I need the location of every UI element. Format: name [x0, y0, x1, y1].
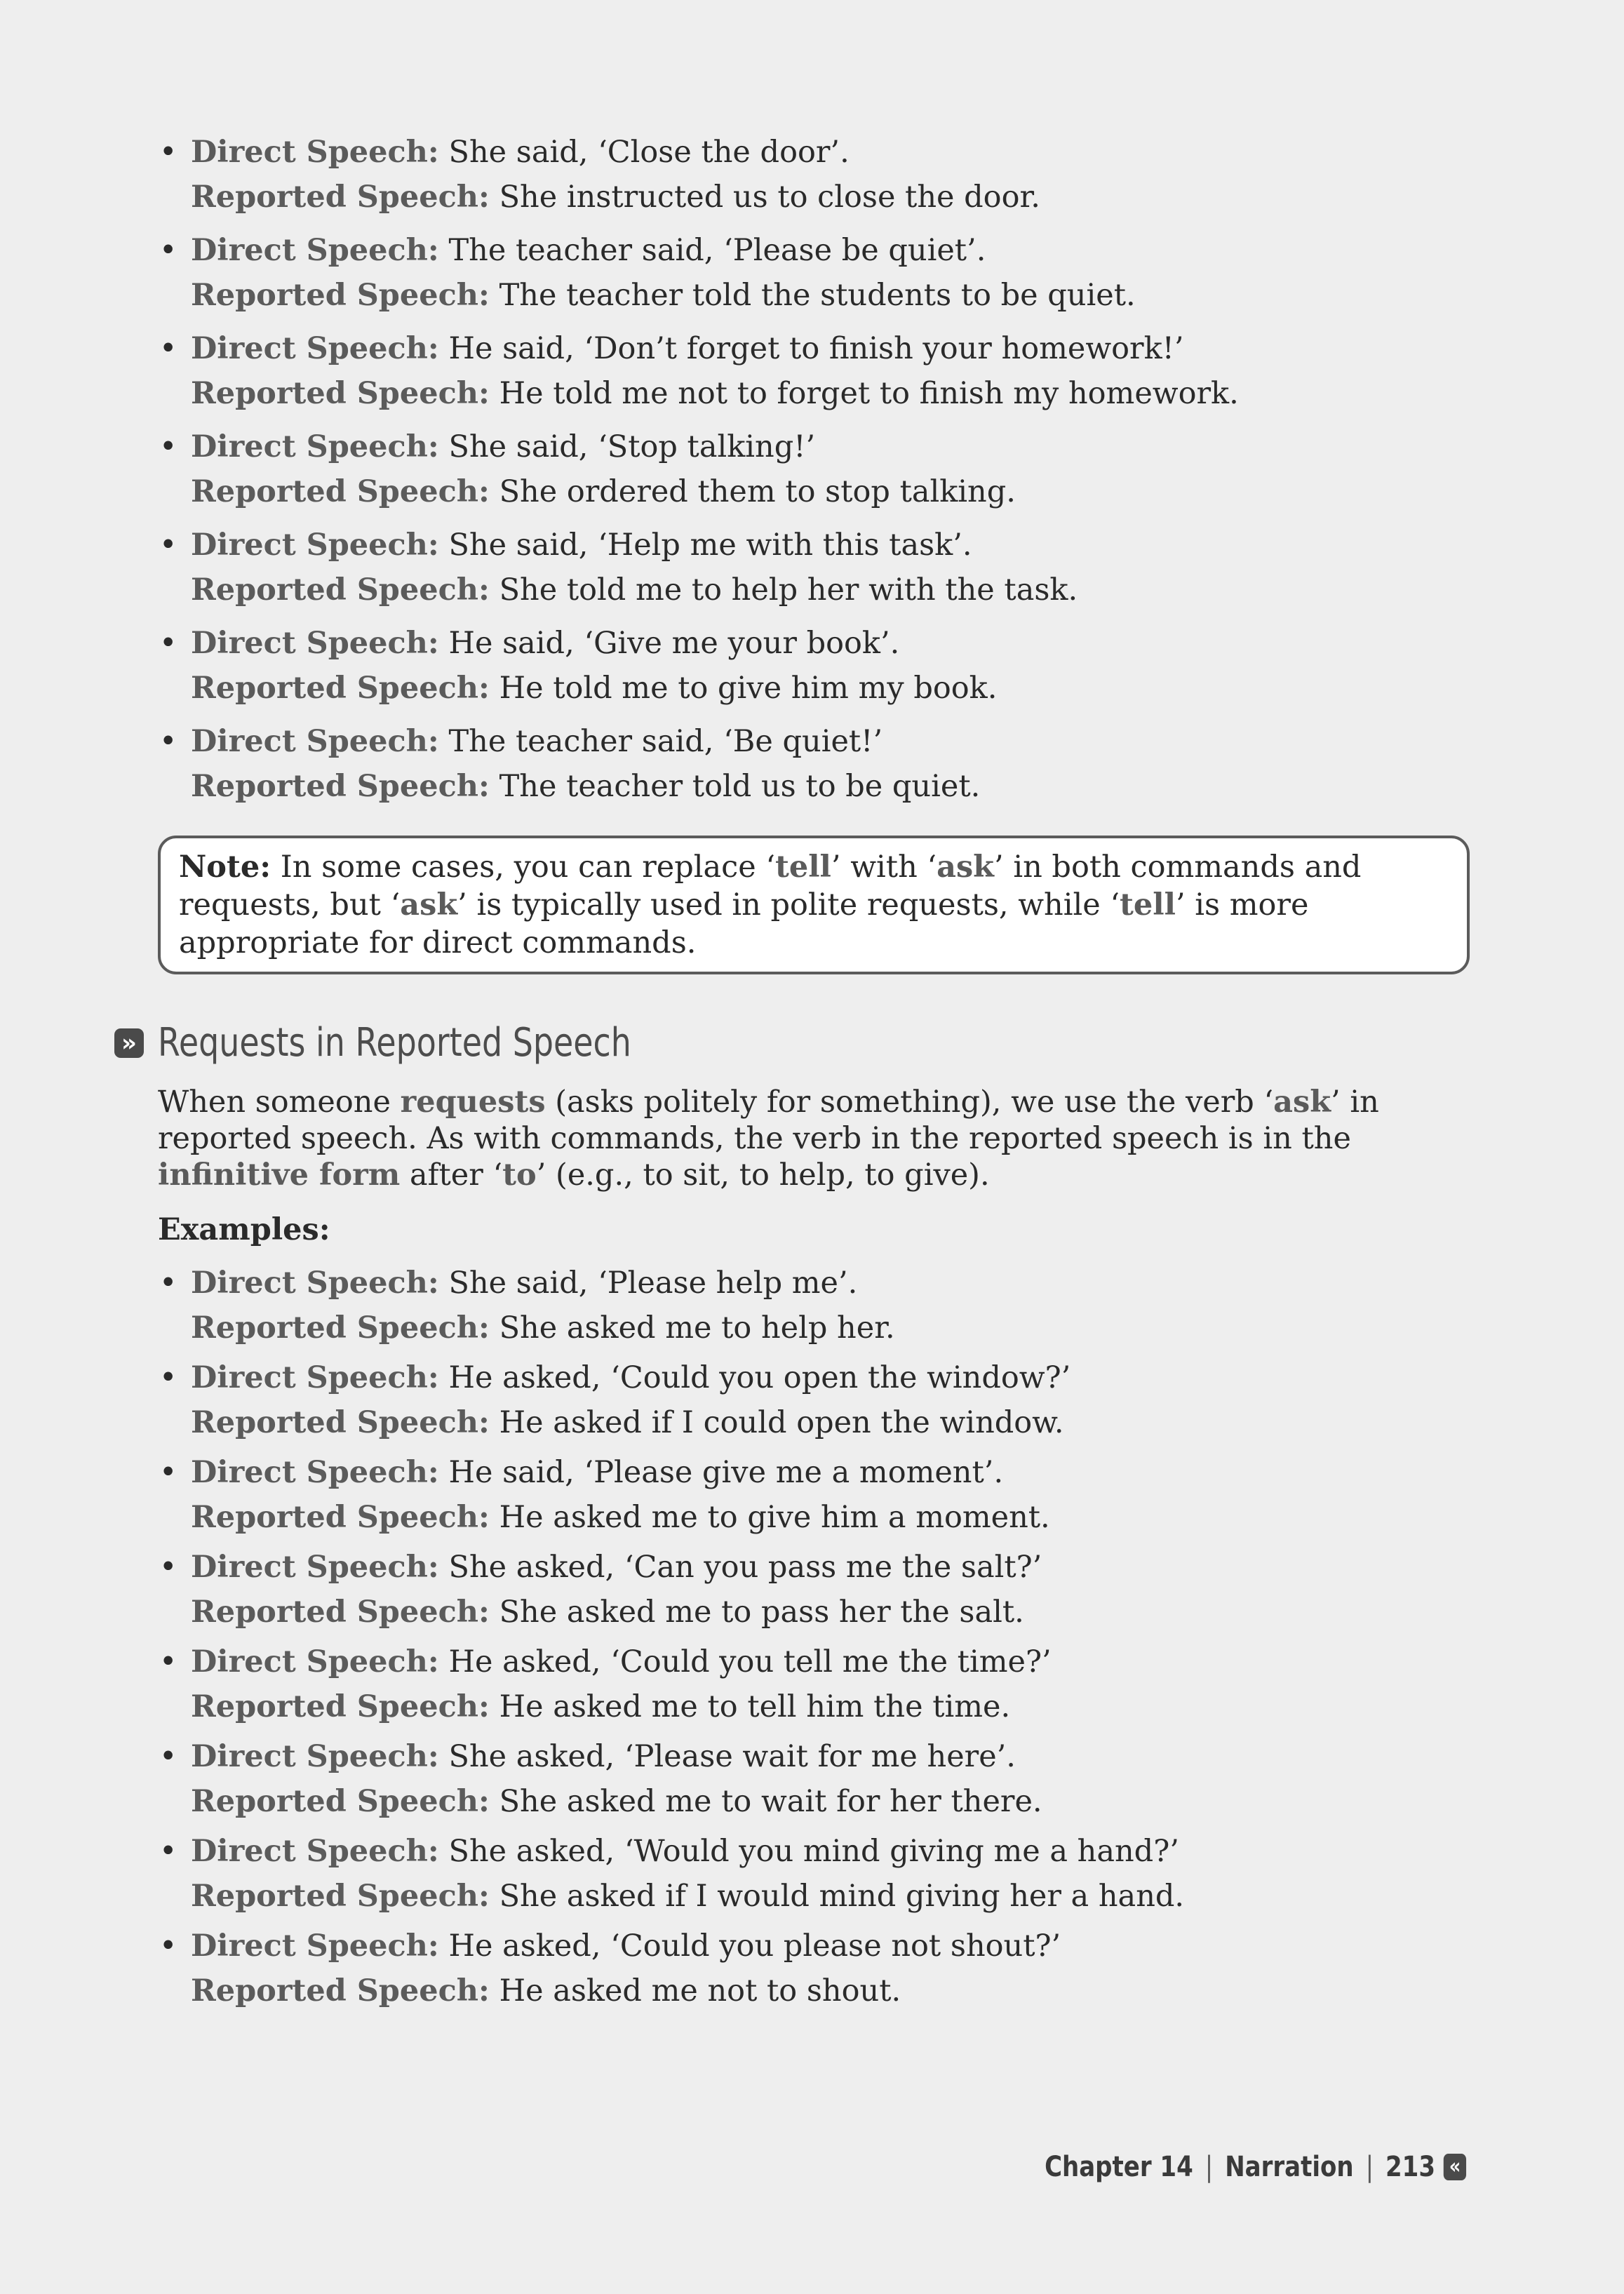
direct-speech-line	[191, 1355, 1470, 1400]
reported-speech-line	[191, 371, 1470, 416]
list-item	[158, 719, 1470, 809]
direct-speech-label: Direct Speech:	[191, 233, 439, 268]
footer-title: Narration	[1225, 2151, 1354, 2183]
reported-speech-label: Reported Speech:	[191, 1879, 490, 1914]
reported-speech-line	[191, 1495, 1470, 1540]
paragraph-text: ’ in reported speech. As with commands, the verb in the reported speech is in the	[158, 1085, 1379, 1156]
bullet: •	[159, 1929, 177, 1964]
direct-speech-line	[191, 1545, 1470, 1590]
reported-speech-text: She ordered them to stop talking.	[489, 474, 1016, 509]
direct-speech-label: Direct Speech:	[191, 1929, 439, 1964]
reported-speech-line	[191, 1968, 1470, 2013]
reported-speech-text: She instructed us to close the door.	[489, 180, 1040, 215]
direct-speech-label: Direct Speech:	[191, 429, 439, 464]
list-item	[158, 1545, 1470, 1635]
direct-speech-text: She said, ‘Close the door’.	[438, 135, 850, 170]
bullet: •	[159, 429, 177, 464]
direct-speech-line	[191, 523, 1470, 568]
paragraph-keyword: infinitive form	[158, 1158, 401, 1193]
reported-speech-line	[191, 175, 1470, 220]
reported-speech-text: She asked if I would mind giving her a hand.	[489, 1879, 1185, 1914]
direct-speech-line	[191, 1261, 1470, 1306]
direct-speech-line	[191, 1829, 1470, 1874]
direct-speech-label: Direct Speech:	[191, 528, 439, 563]
reported-speech-text: She asked me to pass her the salt.	[489, 1595, 1024, 1630]
direct-speech-line	[191, 130, 1470, 175]
reported-speech-line	[191, 1306, 1470, 1350]
bullet: •	[159, 724, 177, 759]
reported-speech-label: Reported Speech:	[191, 1310, 490, 1346]
bullet: •	[159, 1360, 177, 1395]
command-examples-list	[158, 130, 1470, 809]
page-number: 213	[1385, 2151, 1435, 2183]
paragraph-keyword: to	[502, 1158, 537, 1193]
note-text: ’ is more appropriate for direct commands.	[179, 887, 1309, 960]
note-keyword: ask	[937, 850, 994, 885]
bullet: •	[159, 331, 177, 366]
direct-speech-label: Direct Speech:	[191, 1360, 439, 1395]
reported-speech-label: Reported Speech:	[191, 1689, 490, 1724]
reported-speech-label: Reported Speech:	[191, 376, 490, 411]
footer-separator: |	[1204, 2151, 1214, 2183]
list-item	[158, 1639, 1470, 1729]
direct-speech-text: She asked, ‘Would you mind giving me a hand?’	[438, 1834, 1179, 1869]
paragraph-text: When someone	[158, 1085, 401, 1120]
reported-speech-line	[191, 1590, 1470, 1635]
direct-speech-label: Direct Speech:	[191, 331, 439, 366]
direct-speech-text: He asked, ‘Could you tell me the time?’	[438, 1644, 1052, 1679]
reported-speech-label: Reported Speech:	[191, 1405, 490, 1440]
bullet: •	[159, 626, 177, 661]
reported-speech-text: She told me to help her with the task.	[489, 572, 1078, 608]
reported-speech-line	[191, 568, 1470, 612]
reported-speech-label: Reported Speech:	[191, 180, 490, 215]
reported-speech-text: The teacher told the students to be quiet.	[489, 278, 1136, 313]
note-text: In some cases, you can replace ‘	[271, 850, 775, 885]
bullet: •	[159, 1266, 177, 1301]
direct-speech-label: Direct Speech:	[191, 135, 439, 170]
paragraph-text: (asks politely for something), we use the verb ‘	[545, 1085, 1274, 1120]
section-title: Requests in Reported Speech	[158, 1020, 631, 1066]
direct-speech-line	[191, 228, 1470, 273]
reported-speech-line	[191, 1874, 1470, 1919]
note-keyword: tell	[1120, 887, 1176, 923]
reported-speech-label: Reported Speech:	[191, 1973, 490, 2008]
bullet: •	[159, 1739, 177, 1774]
bullet: •	[159, 135, 177, 170]
list-item	[158, 1355, 1470, 1445]
reported-speech-line	[191, 1400, 1470, 1445]
direct-speech-text: The teacher said, ‘Please be quiet’.	[438, 233, 986, 268]
reported-speech-text: He asked me not to shout.	[489, 1973, 901, 2008]
list-item	[158, 228, 1470, 318]
list-item	[158, 424, 1470, 514]
reported-speech-label: Reported Speech:	[191, 671, 490, 706]
bullet: •	[159, 1455, 177, 1490]
direct-speech-label: Direct Speech:	[191, 724, 439, 759]
bullet: •	[159, 1834, 177, 1869]
reported-speech-line	[191, 273, 1470, 318]
reported-speech-text: She asked me to help her.	[489, 1310, 895, 1346]
direct-speech-line	[191, 1734, 1470, 1779]
direct-speech-line	[191, 719, 1470, 764]
reported-speech-label: Reported Speech:	[191, 1595, 490, 1630]
footer-chapter: Chapter 14	[1044, 2151, 1193, 2183]
list-item	[158, 523, 1470, 612]
direct-speech-label: Direct Speech:	[191, 1739, 439, 1774]
section-paragraph	[158, 1084, 1470, 1193]
direct-speech-line	[191, 621, 1470, 666]
page-content	[121, 130, 1470, 2018]
direct-speech-text: She asked, ‘Can you pass me the salt?’	[438, 1550, 1042, 1585]
note-keyword: tell	[775, 850, 831, 885]
direct-speech-text: She said, ‘Stop talking!’	[438, 429, 816, 464]
direct-speech-label: Direct Speech:	[191, 1550, 439, 1585]
list-item	[158, 1829, 1470, 1919]
list-item	[158, 621, 1470, 711]
note-text: ’ is typically used in polite requests, while ‘	[457, 887, 1120, 923]
direct-speech-text: He said, ‘Please give me a moment’.	[438, 1455, 1004, 1490]
reported-speech-text: He asked me to give him a moment.	[489, 1500, 1050, 1535]
page-footer	[1045, 2151, 1466, 2183]
reported-speech-text: He asked if I could open the window.	[489, 1405, 1064, 1440]
note-box	[158, 836, 1470, 974]
note-keyword: ask	[400, 887, 458, 923]
direct-speech-line	[191, 424, 1470, 469]
bullet: •	[159, 233, 177, 268]
list-item	[158, 326, 1470, 416]
paragraph-keyword: requests	[400, 1085, 546, 1120]
direct-speech-line	[191, 1639, 1470, 1684]
paragraph-text: ’ (e.g., to sit, to help, to give).	[536, 1158, 990, 1193]
reported-speech-label: Reported Speech:	[191, 769, 490, 804]
direct-speech-text: She said, ‘Help me with this task’.	[438, 528, 972, 563]
direct-speech-line	[191, 1450, 1470, 1495]
reported-speech-text: He told me to give him my book.	[489, 671, 998, 706]
direct-speech-text: The teacher said, ‘Be quiet!’	[438, 724, 883, 759]
direct-speech-text: She said, ‘Please help me’.	[438, 1266, 858, 1301]
reported-speech-label: Reported Speech:	[191, 278, 490, 313]
list-item	[158, 1261, 1470, 1350]
footer-separator: |	[1365, 2151, 1374, 2183]
direct-speech-label: Direct Speech:	[191, 1834, 439, 1869]
direct-speech-line	[191, 326, 1470, 371]
section-heading	[114, 1015, 1470, 1071]
reported-speech-label: Reported Speech:	[191, 474, 490, 509]
direct-speech-text: He said, ‘Give me your book’.	[438, 626, 900, 661]
list-item	[158, 1734, 1470, 1824]
list-item	[158, 130, 1470, 220]
direct-speech-label: Direct Speech:	[191, 1644, 439, 1679]
list-item	[158, 1450, 1470, 1540]
bullet: •	[159, 1644, 177, 1679]
double-chevron-right-icon: »	[114, 1028, 144, 1058]
bullet: •	[159, 528, 177, 563]
note-text: ’ in both commands and requests, but ‘	[179, 850, 1362, 923]
bullet: •	[159, 1550, 177, 1585]
reported-speech-text: He asked me to tell him the time.	[489, 1689, 1011, 1724]
reported-speech-label: Reported Speech:	[191, 572, 490, 608]
double-chevron-left-icon: «	[1444, 2154, 1466, 2180]
list-item	[158, 1924, 1470, 2013]
direct-speech-label: Direct Speech:	[191, 626, 439, 661]
direct-speech-text: He said, ‘Don’t forget to finish your homework!’	[438, 331, 1184, 366]
note-label: Note:	[179, 850, 271, 885]
direct-speech-label: Direct Speech:	[191, 1455, 439, 1490]
direct-speech-line	[191, 1924, 1470, 1968]
paragraph-keyword: ask	[1273, 1085, 1331, 1120]
reported-speech-text: He told me not to forget to finish my homework.	[489, 376, 1239, 411]
paragraph-text: after ‘	[400, 1158, 503, 1193]
reported-speech-text: The teacher told us to be quiet.	[489, 769, 981, 804]
reported-speech-line	[191, 1684, 1470, 1729]
examples-label: Examples:	[158, 1212, 330, 1247]
note-text: ’ with ‘	[831, 850, 937, 885]
reported-speech-line	[191, 666, 1470, 711]
direct-speech-text: He asked, ‘Could you open the window?’	[438, 1360, 1071, 1395]
direct-speech-label: Direct Speech:	[191, 1266, 439, 1301]
direct-speech-text: She asked, ‘Please wait for me here’.	[438, 1739, 1016, 1774]
reported-speech-line	[191, 764, 1470, 809]
request-examples-list	[158, 1261, 1470, 2013]
reported-speech-label: Reported Speech:	[191, 1500, 490, 1535]
reported-speech-line	[191, 469, 1470, 514]
reported-speech-line	[191, 1779, 1470, 1824]
reported-speech-label: Reported Speech:	[191, 1784, 490, 1819]
direct-speech-text: He asked, ‘Could you please not shout?’	[438, 1929, 1061, 1964]
reported-speech-text: She asked me to wait for her there.	[489, 1784, 1042, 1819]
